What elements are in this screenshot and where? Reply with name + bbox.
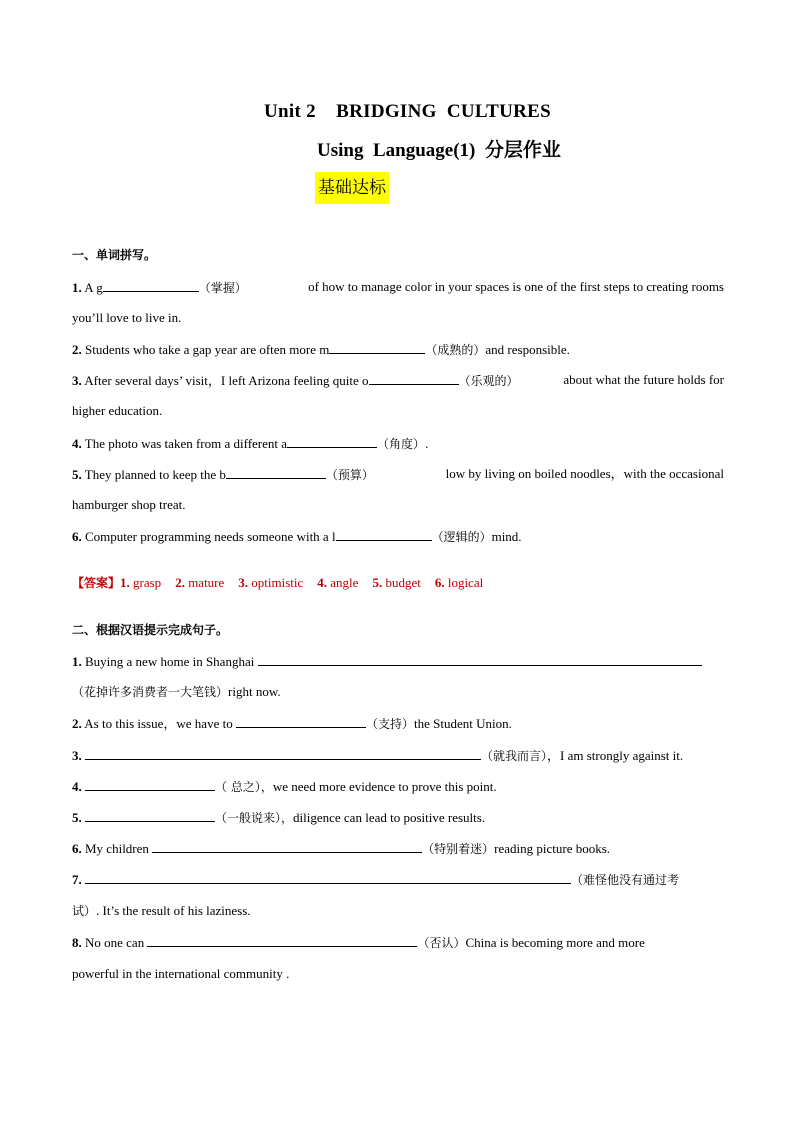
level-badge: 基础达标 (315, 172, 389, 204)
s1-q3-continuation: higher education. (72, 403, 163, 418)
s1-q5-blank[interactable] (226, 466, 326, 479)
answer-item: 6. logical (434, 575, 484, 590)
s2-q7-hint-end: 试） (72, 904, 97, 918)
s2-q3 (72, 747, 724, 764)
s2-q7-number: 7. (72, 872, 82, 887)
answer-item: 4. angle (317, 575, 359, 590)
s2-q6-text: My children (85, 841, 149, 856)
s2-q3-blank[interactable] (85, 747, 481, 760)
s1-q6-text-end: mind. (491, 529, 522, 544)
s1-q6-hint: （逻辑的） (431, 530, 492, 544)
s2-q3-number: 3. (72, 748, 82, 763)
s2-q5-blank[interactable] (85, 809, 215, 822)
s2-q4 (72, 778, 724, 795)
s1-q1-continuation: you’ll love to live in. (72, 310, 182, 325)
answer-label: 【答案】 (72, 576, 121, 590)
s2-q1 (72, 653, 724, 670)
s1-q5-text: They planned to keep the b (84, 467, 226, 482)
s2-q2 (72, 715, 724, 732)
s2-q6 (72, 840, 724, 857)
s2-q5-text-end: diligence can lead to positive results. (293, 810, 486, 825)
answer-item: 1. grasp (120, 575, 162, 590)
s1-q4-text-end: . (425, 436, 429, 451)
s1-q2-text: Students who take a gap year are often more m (85, 342, 330, 357)
s1-q4 (72, 435, 724, 452)
s1-q6 (72, 528, 724, 545)
s1-q3-hint: （乐观的） (458, 374, 519, 388)
s1-q5-hint: （预算） (325, 468, 374, 482)
s1-q3-text: After several days’ visit，I left Arizona feeling quite o (84, 373, 369, 388)
s2-q6-blank[interactable] (152, 840, 422, 853)
s2-q2-text-end: the Student Union. (413, 716, 512, 731)
s1-q1-text: A g (84, 280, 103, 295)
s2-q5-hint: （一般说来）， (215, 811, 294, 825)
s1-q3-number: 3. (72, 373, 82, 388)
section2-heading: 二、根据汉语提示完成句子。 (72, 623, 229, 637)
s2-q1-continuation (72, 684, 724, 700)
section1-heading: 一、单词拼写。 (72, 248, 157, 262)
s1-q5-number: 5. (72, 467, 82, 482)
s1-q5 (72, 466, 724, 483)
s2-q1-blank[interactable] (258, 653, 702, 666)
s1-q3 (72, 372, 724, 389)
s2-q7-text-end: . It’s the result of his laziness. (96, 903, 251, 918)
s2-q8-text-end: China is becoming more and more (465, 935, 645, 950)
s2-q5-number: 5. (72, 810, 82, 825)
s2-q2-hint: （支持） (365, 717, 414, 731)
s1-q5-continuation: hamburger shop treat. (72, 497, 186, 512)
s2-q8-continuation: powerful in the international community . (72, 966, 290, 981)
s1-q2-blank[interactable] (329, 341, 425, 354)
s1-q2-text-end: and responsible. (485, 342, 570, 357)
s1-q1 (72, 279, 724, 296)
s2-q4-text-end: we need more evidence to prove this point. (272, 779, 497, 794)
s2-q7 (72, 871, 724, 888)
s2-q1-text-end: right now. (228, 684, 281, 699)
s2-q6-hint: （特别着迷） (422, 842, 495, 856)
answer-item: 2. mature (175, 575, 225, 590)
s1-q6-blank[interactable] (336, 528, 432, 541)
s1-q2-number: 2. (72, 342, 82, 357)
s1-q2 (72, 341, 724, 358)
s1-q3-text-end: about what the future holds for (563, 372, 724, 387)
s1-q4-blank[interactable] (287, 435, 377, 448)
s2-q8-hint: （否认） (417, 936, 466, 950)
answer-key (72, 575, 497, 591)
s1-q1-hint: （掌握） (198, 281, 247, 295)
s2-q8 (72, 934, 724, 951)
s1-q1-text-end: of how to manage color in your spaces is one of the first steps to creating rooms (308, 279, 724, 294)
s1-q1-blank[interactable] (103, 279, 199, 292)
s2-q7-continuation (72, 903, 724, 919)
s2-q6-text-end: reading picture books. (494, 841, 611, 856)
s2-q2-text: As to this issue，we have to (84, 716, 233, 731)
s2-q2-blank[interactable] (236, 715, 366, 728)
s1-q4-number: 4. (72, 436, 82, 451)
s2-q1-hint: （花掉许多消费者一大笔钱） (72, 685, 229, 699)
lesson-subtitle: Using Language(1) 分层作业 (317, 140, 561, 161)
unit-title: Unit 2 BRIDGING CULTURES (264, 101, 551, 122)
s1-q6-text: Computer programming needs someone with a l (85, 529, 336, 544)
s1-q4-hint: （角度） (377, 437, 426, 451)
s2-q8-blank[interactable] (147, 934, 417, 947)
s2-q4-hint: （ 总之）， (215, 780, 273, 794)
s1-q5-text-end: low by living on boiled noodles，with the occasional (445, 466, 724, 481)
s2-q7-blank[interactable] (85, 871, 571, 884)
s1-q4-text: The photo was taken from a different a (84, 436, 288, 451)
answer-item: 3. optimistic (238, 575, 304, 590)
s2-q1-number: 1. (72, 654, 82, 669)
answer-item: 5. budget (372, 575, 421, 590)
s2-q4-blank[interactable] (85, 778, 215, 791)
s2-q5 (72, 809, 724, 826)
s2-q1-text: Buying a new home in Shanghai (85, 654, 255, 669)
s1-q6-number: 6. (72, 529, 82, 544)
s1-q3-blank[interactable] (369, 372, 459, 385)
s2-q4-number: 4. (72, 779, 82, 794)
s2-q8-number: 8. (72, 935, 82, 950)
s2-q3-hint: （就我而言） (481, 749, 548, 763)
s2-q3-text-end: ，I am strongly against it. (547, 748, 684, 763)
s2-q7-hint: （难怪他没有通过考 (571, 873, 680, 887)
s2-q2-number: 2. (72, 716, 82, 731)
s1-q1-number: 1. (72, 280, 82, 295)
s2-q6-number: 6. (72, 841, 82, 856)
s2-q8-text: No one can (85, 935, 145, 950)
s1-q2-hint: （成熟的） (425, 343, 486, 357)
